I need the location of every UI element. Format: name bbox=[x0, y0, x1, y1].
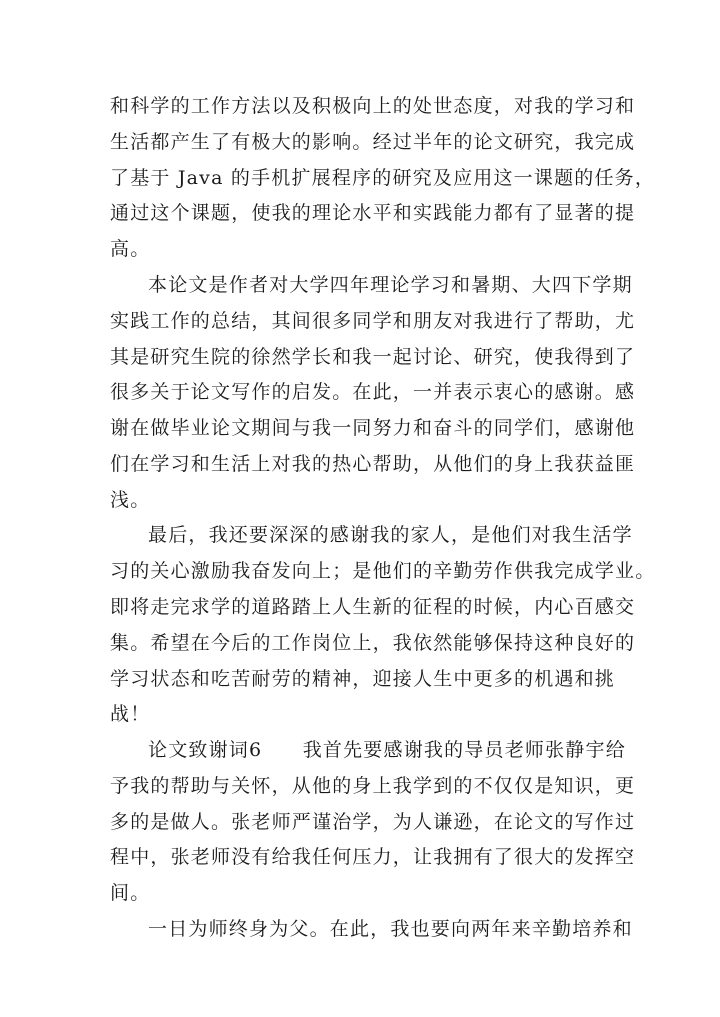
text-line: 通过这个课题，使我的理论水平和实践能力都有了显著的提 bbox=[110, 202, 636, 224]
text-line: 程中，张老师没有给我任何压力，让我拥有了很大的发挥空 bbox=[110, 846, 636, 868]
text-line: 予我的帮助与关怀，从他的身上我学到的不仅仅是知识，更 bbox=[110, 775, 636, 797]
text-line: 集。希望在今后的工作岗位上，我依然能够保持这种良好的 bbox=[110, 632, 636, 654]
text-line: 们在学习和生活上对我的热心帮助，从他们的身上我获益匪 bbox=[110, 453, 636, 475]
text-line: 生活都产生了有极大的影响。经过半年的论文研究，我完成 bbox=[110, 131, 636, 153]
section-heading-line: 论文致谢词6 我首先要感谢我的导员老师张静宇给 bbox=[148, 739, 626, 761]
text-line: 战！ bbox=[110, 703, 151, 725]
text-line: 很多关于论文写作的启发。在此，一并表示衷心的感谢。感 bbox=[110, 381, 636, 403]
text-line: 浅。 bbox=[110, 489, 151, 511]
text-line: 即将走完求学的道路踏上人生新的征程的时候，内心百感交 bbox=[110, 596, 636, 618]
text-line: 习的关心激励我奋发向上；是他们的辛勤劳作供我完成学业。 bbox=[110, 560, 656, 582]
text-line: 学习状态和吃苦耐劳的精神，迎接人生中更多的机遇和挑 bbox=[110, 668, 616, 690]
text-line: 高。 bbox=[110, 238, 151, 260]
text-line: 多的是做人。张老师严谨治学，为人谦逊，在论文的写作过 bbox=[110, 811, 636, 833]
text-line: 谢在做毕业论文期间与我一同努力和奋斗的同学们，感谢他 bbox=[110, 417, 636, 439]
text-line: 实践工作的总结，其间很多同学和朋友对我进行了帮助，尤 bbox=[110, 310, 636, 332]
text-line: 和科学的工作方法以及积极向上的处世态度，对我的学习和 bbox=[110, 95, 636, 117]
text-line: 间。 bbox=[110, 882, 151, 904]
text-line: 其是研究生院的徐然学长和我一起讨论、研究，使我得到了 bbox=[110, 346, 636, 368]
text-line: 了基于 Java 的手机扩展程序的研究及应用这一课题的任务， bbox=[110, 167, 656, 189]
paragraph-start: 一日为师终身为父。在此，我也要向两年来辛勤培养和 bbox=[148, 918, 633, 940]
paragraph-start: 本论文是作者对大学四年理论学习和暑期、大四下学期 bbox=[148, 274, 633, 296]
paragraph-start: 最后，我还要深深的感谢我的家人，是他们对我生活学 bbox=[148, 524, 633, 546]
